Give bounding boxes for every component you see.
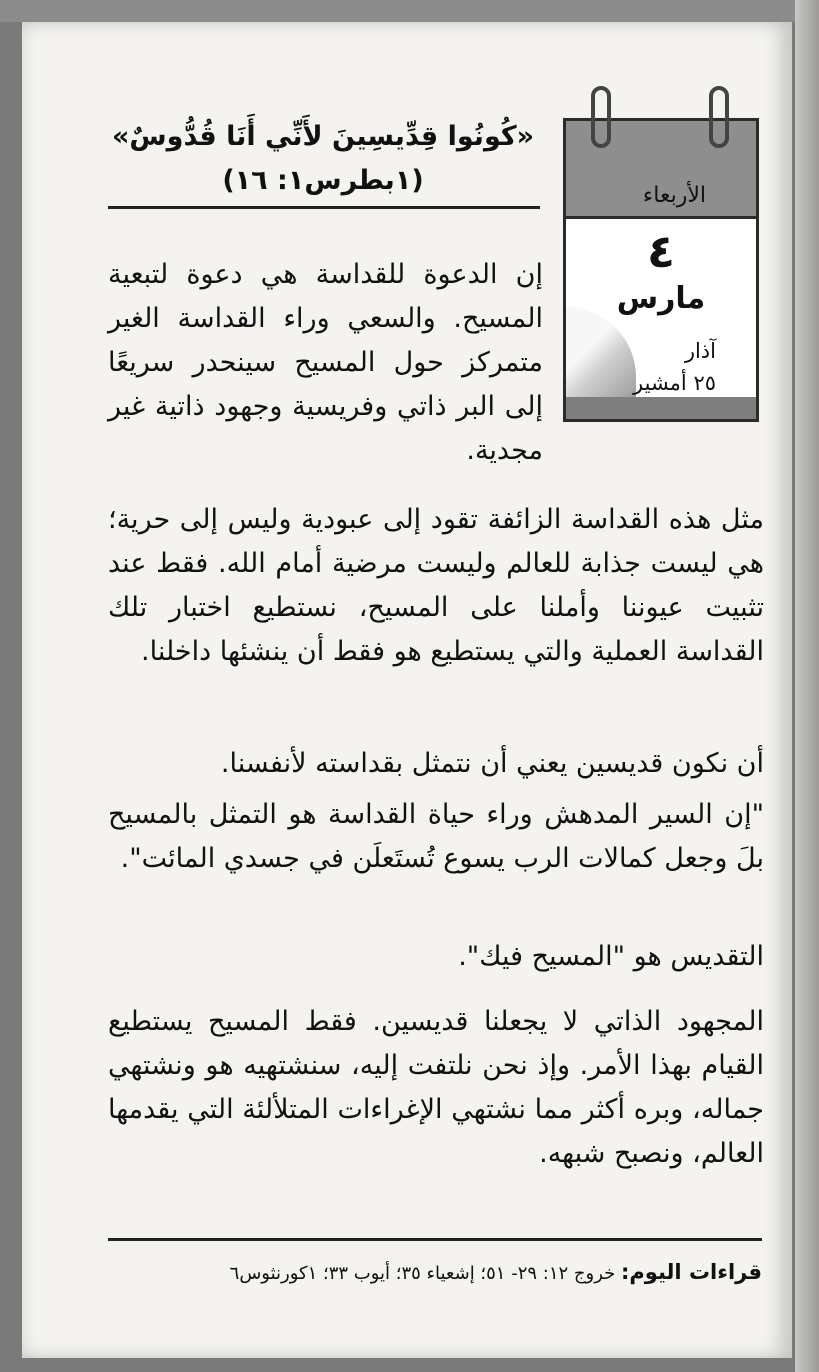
- header-quote: [108, 115, 538, 203]
- quote-reference: (١بطرس١: ١٦): [222, 165, 424, 196]
- paragraph-intro-continued: مثل هذه القداسة الزائفة تقود إلى عبودية وليس إلى حرية؛ هي ليست جذابة للعالم وليست مرضية أمام الله. فقط عند تثبيت عيوننا وأملنا على المسيح، نستطيع اختبار تلك القداسة العملية والتي يستطيع هو فقط أن ينشئها داخلنا.: [108, 504, 764, 667]
- calendar-alt-month: آذار: [684, 339, 716, 363]
- quote-divider: [108, 206, 540, 209]
- calendar-day: ٤: [646, 224, 676, 278]
- calendar-coptic-date: ٢٥ أمشير: [633, 371, 716, 395]
- calendar-icon: [563, 108, 759, 422]
- quote-text: «كُونُوا قِدِّيسِينَ لأَنِّي أَنَا قُدُّوسٌ»: [111, 121, 535, 152]
- calendar-weekday: الأربعاء: [642, 183, 706, 208]
- scan-top-edge: [0, 0, 819, 22]
- calendar-card: [563, 118, 759, 422]
- readings-text: خروج ١٢: ٢٩- ٥١؛ إشعياء ٣٥؛ أيوب ٣٣؛ ١كورنثوس٦: [229, 1263, 616, 1284]
- paragraph-3: "إن السير المدهش وراء حياة القداسة هو التمثل بالمسيح بلَ وجعل كمالات الرب يسوع تُستَعلَن في جسدي المائت".: [108, 799, 764, 874]
- paragraph-5: المجهود الذاتي لا يجعلنا قديسين. فقط المسيح يستطيع القيام بهذا الأمر. وإذ نحن نلتفت إليه، سنشتهيه هو ونشتهي جماله، وبره أكثر مما نشتهي الإغراءات المتلألئة التي يقدمها العالم، ونصبح شبهه.: [108, 1006, 764, 1169]
- calendar-base: [566, 397, 756, 419]
- page-curl: [566, 307, 636, 397]
- paragraph-4: التقديس هو "المسيح فيك".: [458, 941, 764, 972]
- daily-readings: [108, 1260, 762, 1284]
- scan-right-edge: [795, 0, 819, 1372]
- paragraph-2: أن نكون قديسين يعني أن نتمثل بقداسته لأنفسنا.: [220, 748, 764, 779]
- calendar-ring-icon: [591, 86, 611, 148]
- footer-divider: [108, 1238, 762, 1241]
- paragraph-intro: إن الدعوة للقداسة هي دعوة لتبعية المسيح. والسعي وراء القداسة الغير متمركز حول المسيح سينحدر سريعًا إلى البر ذاتي وفريسية وجهود ذاتية غير مجدية.: [108, 259, 543, 466]
- readings-label: قراءات اليوم:: [621, 1260, 762, 1284]
- calendar-ring-icon: [709, 86, 729, 148]
- calendar-month: مارس: [616, 281, 706, 316]
